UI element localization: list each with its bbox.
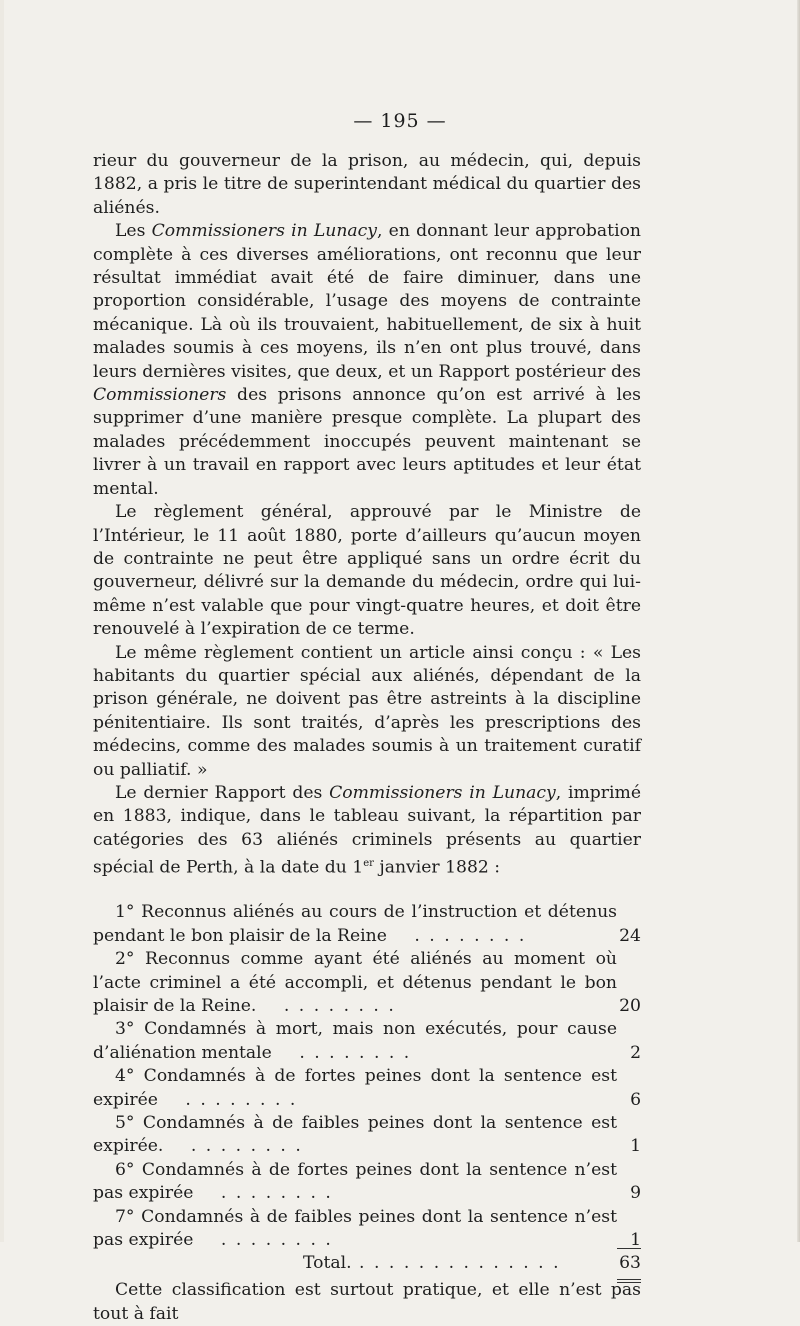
list-item xyxy=(93,948,641,1018)
list-item-value: 20 xyxy=(619,995,641,1016)
dot-leader: . . . . . . . . xyxy=(283,995,396,1016)
dot-leader: . . . . . . . . xyxy=(190,1136,303,1157)
list-item xyxy=(93,1206,641,1253)
paragraph-1: rieur du gouverneur de la prison, au médecin, qui, depuis 1882, a pris le titre de superintendant médical du quartier des aliénés. xyxy=(93,151,641,218)
total-row xyxy=(93,1252,641,1279)
list-item-text: 1° Reconnus aliénés au cours de l’instruction et détenus pendant le bon plaisir de la Reine xyxy=(93,902,617,946)
list-item-value: 6 xyxy=(630,1089,641,1110)
list-item xyxy=(93,1159,641,1206)
list-item-text: 2° Reconnus comme ayant été aliénés au moment où l’acte criminel a été accompli, et détenus pendant le bon plaisir de la Reine. xyxy=(93,949,617,1016)
total-label: Total. . . . . . . . . . . . . . . xyxy=(303,1253,561,1274)
body-text xyxy=(93,150,641,1326)
dot-leader: . . . . . . . . xyxy=(299,1042,412,1063)
list-item xyxy=(93,1112,641,1159)
category-list xyxy=(93,901,641,1252)
list-item-text: 7° Condamnés à de faibles peines dont la sentence n’est pas expirée xyxy=(93,1206,617,1251)
list-item-text: 6° Condamnés à de fortes peines dont la sentence n’est pas expirée xyxy=(93,1159,617,1204)
superscript: er xyxy=(363,858,374,870)
list-item-text: 5° Condamnés à de faibles peines dont la sentence est expirée. xyxy=(93,1112,617,1157)
list-item-value: 9 xyxy=(630,1183,641,1204)
page-number: — 195 — xyxy=(353,110,447,132)
dot-leader: . . . . . . . . xyxy=(220,1183,333,1204)
list-item-value: 24 xyxy=(619,925,641,946)
list-item-text: 3° Condamnés à mort, mais non exécutés, pour cause d’aliénation mentale xyxy=(93,1019,617,1063)
list-item-value: 1 xyxy=(630,1230,641,1251)
paragraph-5: Le dernier Rapport des Commissioners in Lunacy, imprimé en 1883, indique, dans le tableau suivant, la répartition par catégories des 63 aliénés criminels présents au quartier spécial de Perth, à la date du 1er janvier 1882 : xyxy=(93,782,641,878)
italic-term: Commissioners in Lunacy xyxy=(329,782,556,803)
italic-term: Commissioners xyxy=(93,385,227,406)
paragraph-4: Le même règlement contient un article ainsi conçu : « Les habitants du quartier spécial aux aliénés, dépendant de la prison générale, ne doivent pas être astreints à la discipline pénitentiaire. Ils sont traités, d’après les prescriptions des médecins, comme des malades soumis à un traitement curatif ou palliatif. » xyxy=(93,642,641,780)
list-item xyxy=(93,1065,641,1112)
list-item-value: 2 xyxy=(630,1042,641,1063)
total-double-rule xyxy=(617,1279,641,1283)
list-item xyxy=(93,1018,641,1065)
dot-leader: . . . . . . . . xyxy=(185,1089,298,1110)
page-left-edge xyxy=(0,0,4,1242)
dot-leader: . . . . . . . . xyxy=(414,925,527,946)
italic-term: Commissioners in Lunacy xyxy=(151,221,378,242)
total-rule xyxy=(617,1248,641,1249)
list-item-text: 4° Condamnés à de fortes peines dont la sentence est expirée xyxy=(93,1066,617,1110)
dot-leader: . . . . . . . . xyxy=(220,1230,333,1251)
list-item-value: 1 xyxy=(630,1136,641,1157)
last-line: Cette classification est surtout pratique, et elle n’est pas tout à fait xyxy=(93,1280,641,1324)
list-item xyxy=(93,901,641,948)
paragraph-2: Les Commissioners in Lunacy, en donnant leur approbation complète à ces diverses améliorations, ont reconnu que leur résultat immédiat avait été de faire diminuer, dans une proportion considérable, l’usage des moyens de contrainte mécanique. Là où ils trouvaient, habituellement, de six à huit malades soumis à ces moyens, ils n’en ont plus trouvé, dans leurs dernières visites, que deux, et un Rapport postérieur des Commissioners des prisons annonce qu’on est arrivé à les supprimer d’une manière presque complète. La plupart des malades précédemment inoccupés peuvent maintenant se livrer à un travail en rapport avec leurs aptitudes et leur état mental. xyxy=(93,221,641,499)
total-value: 63 xyxy=(619,1253,641,1274)
paragraph-3: Le règlement général, approuvé par le Ministre de l’Intérieur, le 11 août 1880, porte d’ailleurs qu’aucun moyen de contrainte ne peut être appliqué sans un ordre écrit du gouverneur, délivré sur la demande du médecin, ordre qui lui-même n’est valable que pour vingt-quatre heures, et doit être renouvelé à l’expiration de ce terme. xyxy=(93,502,641,640)
